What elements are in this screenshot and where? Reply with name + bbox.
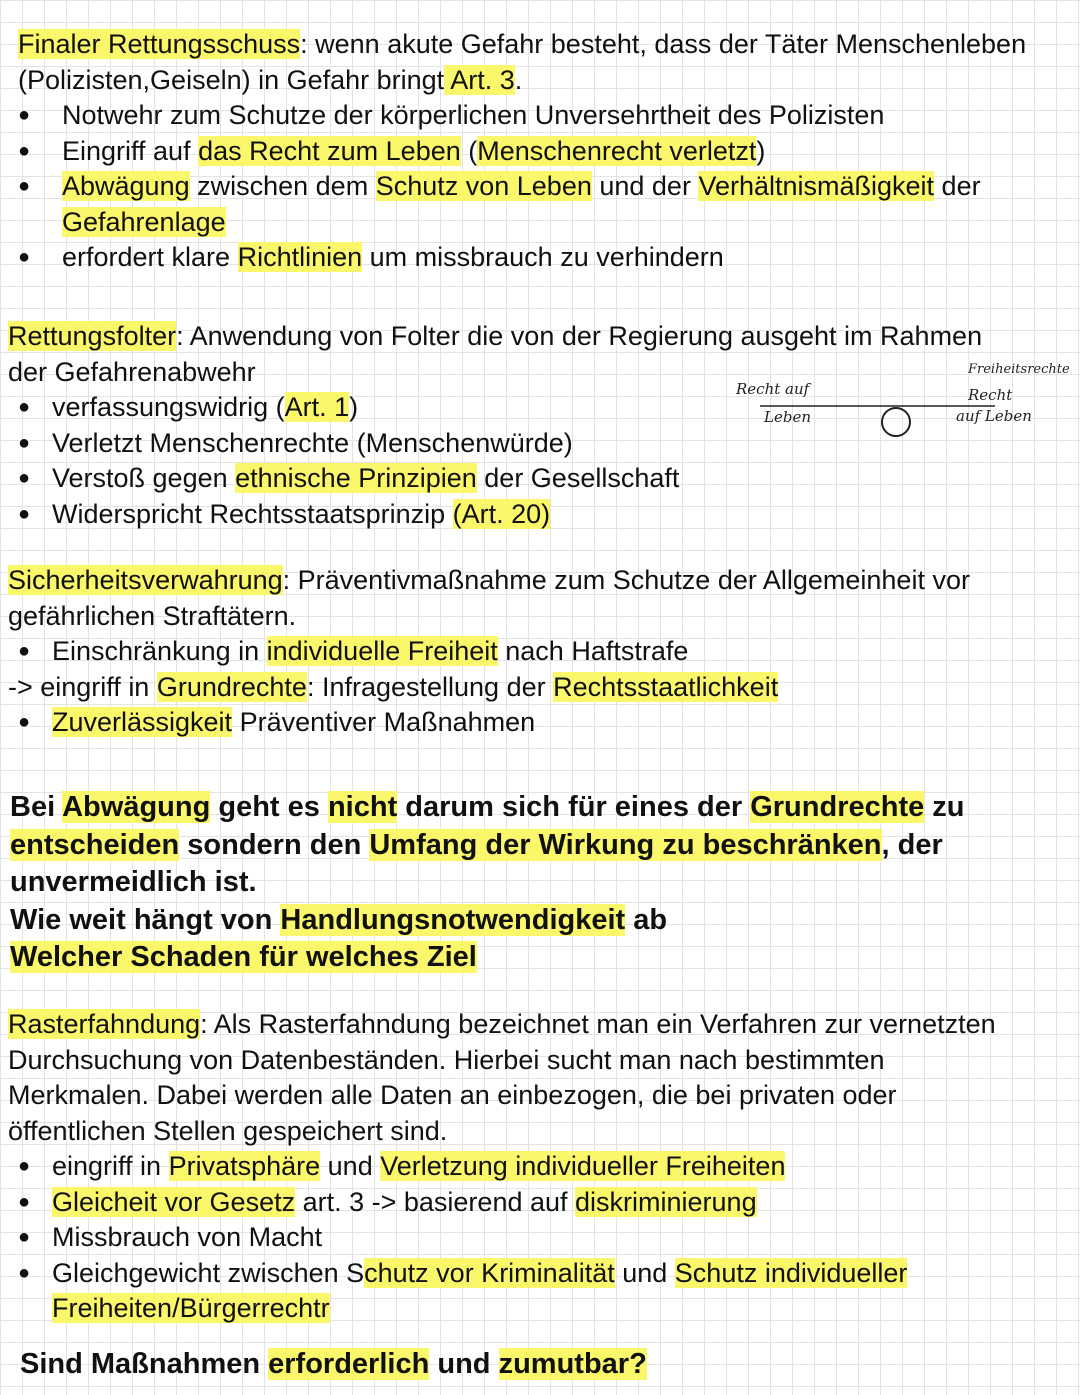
bullet-item: ● Abwägung zwischen dem Schutz von Leben und der Verhältnismäßigkeit der Gefahrenlage — [8, 169, 1072, 240]
definition-line: (Polizisten,Geiseln) in Gefahr bringt Art. 3. — [18, 64, 523, 95]
bullet-item: ● verfassungswidrig (Art. 1) — [8, 390, 1072, 426]
term-heading: Finaler Rettungsschuss — [18, 29, 301, 59]
bullet-item: ● Notwehr zum Schutze der körperlichen Unversehrtheit des Polizisten — [8, 98, 1072, 134]
bullet-item: ● Einschränkung in individuelle Freiheit nach Haftstrafe — [8, 634, 1072, 670]
bullet-icon: ● — [18, 1190, 31, 1213]
definition-line: der Gefahrenabwehr — [8, 356, 256, 387]
bullet-icon: ● — [18, 139, 31, 162]
bullet-icon: ● — [18, 396, 31, 418]
definition-line: Rasterfahndung: Als Rasterfahndung bezeichnet man ein Verfahren zur vernetzten — [8, 1009, 996, 1039]
bullet-icon: ● — [18, 640, 31, 662]
balance-scale-icon — [730, 360, 1075, 440]
bullet-icon: ● — [18, 431, 31, 454]
bullet-item: ● Gleichgewicht zwischen Schutz vor Kriminalität und Schutz individueller Freiheiten/Bürgerrechtr — [8, 1256, 1072, 1327]
bullet-item: ● erfordert klare Richtlinien um missbrauch zu verhindern — [8, 240, 1072, 276]
term-heading: Rettungsfolter — [8, 321, 177, 351]
bullet-item: ● Missbrauch von Macht — [8, 1220, 1072, 1256]
definition-line: Merkmalen. Dabei werden alle Daten an einbezogen, die bei privaten oder — [8, 1080, 897, 1110]
definition-line: öffentlichen Stellen gespeichert sind. — [8, 1115, 448, 1146]
bullet-item: ● Verstoß gegen ethnische Prinzipien der Gesellschaft — [8, 461, 1072, 497]
section-finaler-rettungsschuss — [8, 27, 1072, 276]
definition-line: Durchsuchung von Datenbeständen. Hierbei sucht man nach bestimmten — [8, 1044, 885, 1075]
term-heading: Rasterfahndung — [8, 1009, 201, 1039]
definition-line: gefährlichen Straftätern. — [8, 600, 297, 631]
bullet-icon: ● — [18, 1261, 31, 1284]
bullet-item: ● Eingriff auf das Recht zum Leben (Menschenrecht verletzt) — [8, 134, 1072, 170]
bullet-icon: ● — [18, 502, 31, 525]
balance-sketch — [730, 360, 1075, 440]
bullet-item: ● Verletzt Menschenrechte (Menschenwürde) — [8, 426, 1072, 462]
bullet-icon: ● — [18, 175, 31, 197]
sketch-label-right-mid: Recht — [968, 386, 1013, 404]
sketch-label-left-top: Recht auf — [736, 380, 810, 398]
term-heading: Sicherheitsverwahrung — [8, 565, 283, 595]
sketch-label-left-bottom: Leben — [764, 408, 811, 426]
section-sicherheitsverwahrung — [8, 563, 1072, 741]
bullet-icon: ● — [18, 104, 31, 126]
definition-line: Sicherheitsverwahrung: Präventivmaßnahme zum Schutze der Allgemeinheit vor — [8, 565, 970, 595]
bullet-icon: ● — [18, 1226, 31, 1248]
section-rasterfahndung — [8, 1007, 1072, 1327]
definition-line: Rettungsfolter: Anwendung von Folter die von der Regierung ausgeht im Rahmen — [8, 321, 983, 351]
sketch-label-right-bottom: auf Leben — [956, 407, 1032, 425]
closing-question: Sind Maßnahmen erforderlich und zumutbar? — [20, 1348, 647, 1380]
bullet-icon: ● — [18, 1155, 31, 1177]
bullet-item: ● Zuverlässigkeit Präventiver Maßnahmen — [8, 705, 1072, 741]
arrow-line: -> eingriff in Grundrechte: Infragestellung der Rechtsstaatlichkeit — [8, 671, 779, 702]
bullet-icon: ● — [18, 246, 31, 268]
summary-statement: Bei Abwägung geht es nicht darum sich für eines der Grundrechte zu entscheiden sondern den Umfang der Wirkung zu beschränken, der unvermeidlich ist. Wie weit hängt von Handlungsnotwendigkeit ab Welcher Schaden für welches Ziel — [10, 791, 965, 973]
definition-line: Finaler Rettungsschuss: wenn akute Gefahr besteht, dass der Täter Menschenleben — [18, 29, 1027, 59]
bullet-icon: ● — [18, 711, 31, 733]
bullet-item: ● eingriff in Privatsphäre und Verletzung individueller Freiheiten — [8, 1149, 1072, 1185]
bullet-item: ● Widerspricht Rechtsstaatsprinzip (Art. 20) — [8, 497, 1072, 533]
bullet-icon: ● — [18, 467, 31, 489]
bullet-item: ● Gleicheit vor Gesetz art. 3 -> basierend auf diskriminierung — [8, 1185, 1072, 1221]
sketch-label-right-top: Freiheitsrechte — [968, 362, 1070, 377]
